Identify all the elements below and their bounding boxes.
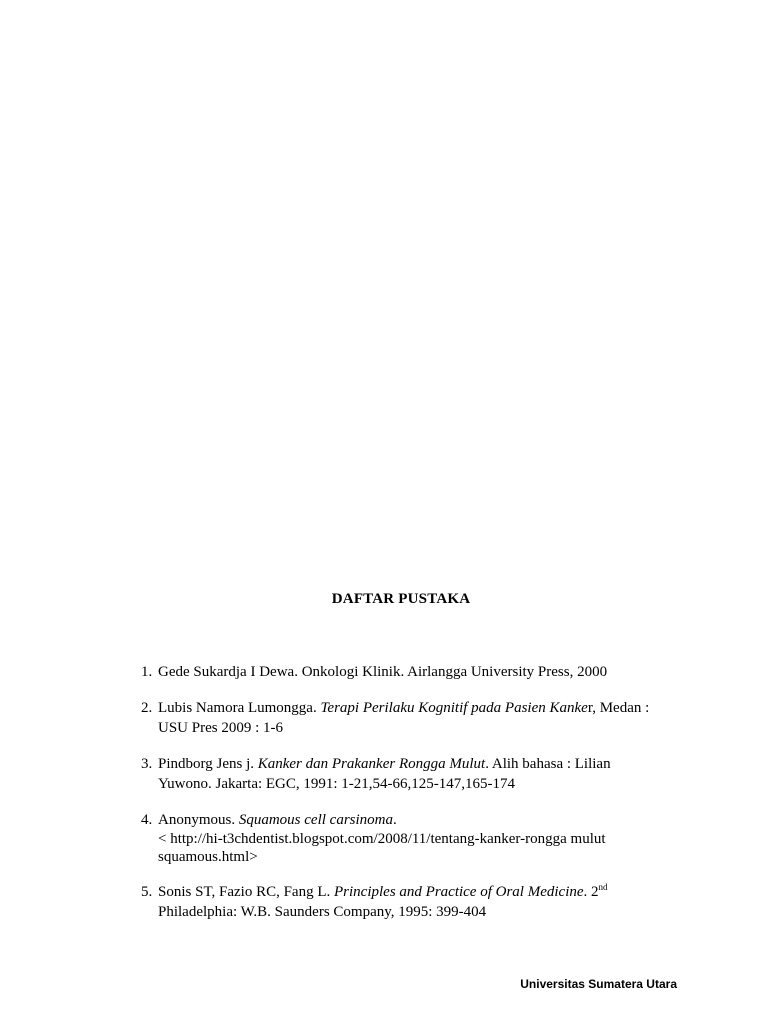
reference-item-1 [141, 662, 681, 682]
reference-list [141, 662, 681, 938]
reference-line-1 [158, 698, 681, 718]
reference-item-2 [141, 698, 681, 738]
reference-edition: . 2 [583, 884, 599, 900]
reference-title: Kanker dan Prakanker Rongga Mulut [257, 756, 486, 772]
page-title: DAFTAR PUSTAKA [331, 591, 471, 607]
reference-text: Gede Sukardja I Dewa. Onkologi Klinik. Airlangga University Press, 2000 [158, 664, 608, 680]
reference-author: Pindborg Jens j. [158, 756, 258, 772]
reference-number: 1. [141, 664, 153, 680]
reference-title: Principles and Practice of Oral Medicine [334, 884, 584, 900]
reference-title: Terapi Perilaku Kognitif pada Pasien Kanke [320, 700, 588, 716]
reference-url-line-1: < http://hi-t3chdentist.blogspot.com/2008/11/tentang-kanker-rongga mulut [158, 831, 606, 847]
reference-line-1 [158, 810, 681, 830]
reference-translator: . Alih bahasa : Lilian [485, 756, 611, 772]
footer-university: Universitas Sumatera Utara [520, 977, 677, 991]
reference-author: Sonis ST, Fazio RC, Fang L. [158, 884, 334, 900]
reference-author: Lubis Namora Lumongga. [158, 700, 321, 716]
reference-item-4 [141, 810, 681, 866]
reference-number: 3. [141, 756, 153, 772]
reference-edition-suffix: nd [598, 882, 608, 892]
reference-url-line-2: squamous.html> [158, 849, 258, 865]
reference-punctuation: . [393, 812, 397, 828]
reference-number: 2. [141, 700, 153, 716]
reference-number: 4. [141, 812, 153, 828]
reference-item-5 [141, 882, 681, 922]
reference-line-2: Philadelphia: W.B. Saunders Company, 1995: 399-404 [158, 904, 487, 920]
reference-title: Squamous cell carsinoma [238, 812, 393, 828]
reference-line-2: Yuwono. Jakarta: EGC, 1991: 1-21,54-66,125-147,165-174 [158, 776, 516, 792]
reference-line-1 [158, 882, 681, 902]
reference-author: Anonymous. [158, 812, 239, 828]
reference-line-2: USU Pres 2009 : 1-6 [158, 720, 284, 736]
reference-number: 5. [141, 884, 153, 900]
reference-item-3 [141, 754, 681, 794]
reference-line-1 [158, 754, 681, 774]
reference-publisher: r, Medan : [587, 700, 650, 716]
